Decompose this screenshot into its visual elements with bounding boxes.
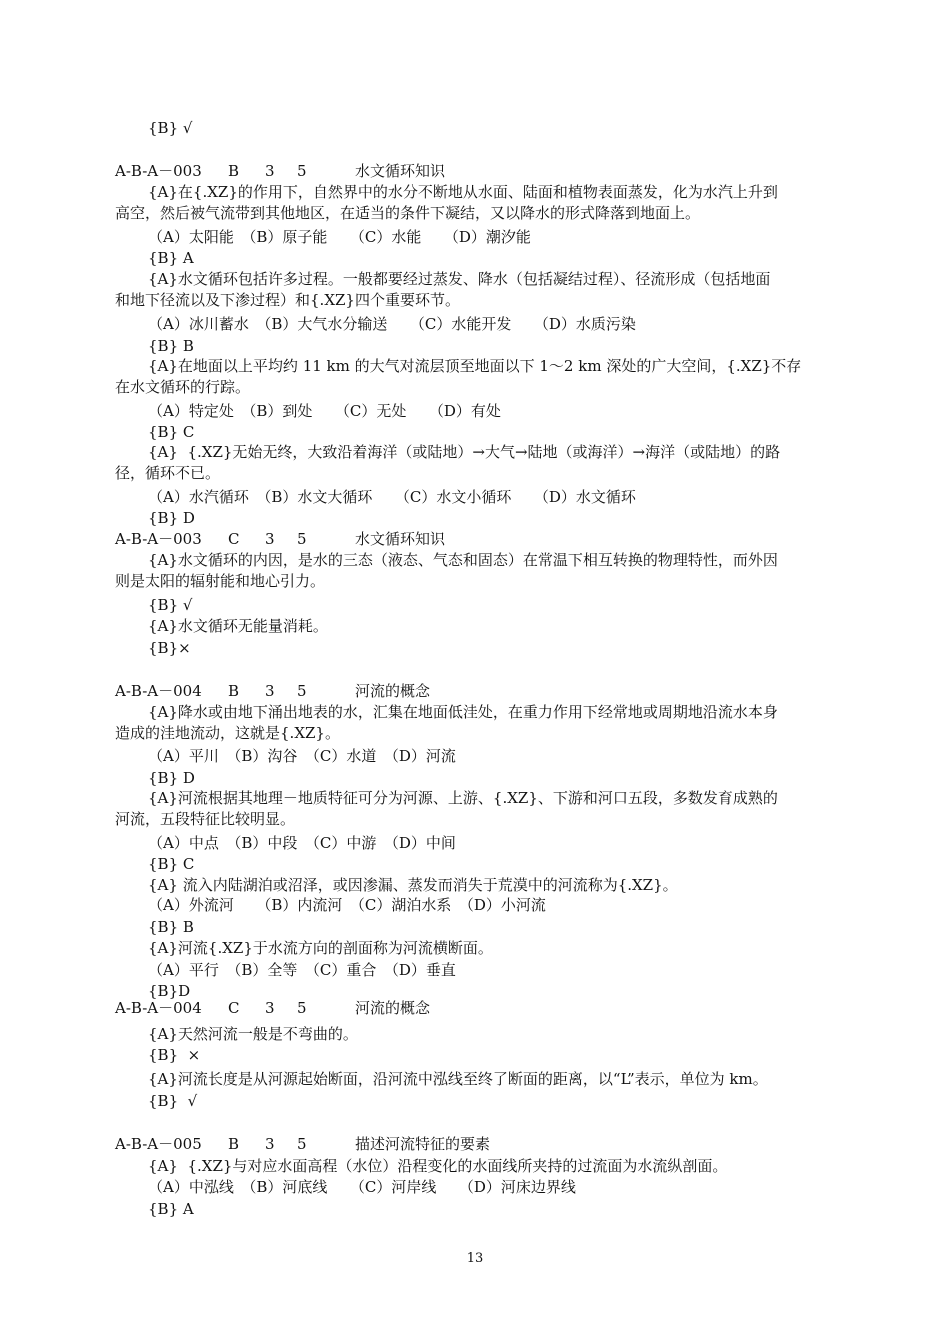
difficulty-level: B — [228, 1135, 240, 1153]
text-line: {B} × — [148, 1046, 201, 1064]
text-line: {A}在{.XZ}的作用下，自然界中的水分不断地从水面、陆面和植物表面蒸发，化为水汽上升到 — [148, 183, 778, 201]
page-number: 13 — [466, 1251, 484, 1266]
section-code: A-B-A－003 — [115, 162, 202, 180]
text-line: {B}× — [148, 639, 191, 657]
text-line: {A}河流{.XZ}于水流方向的剖面称为河流横断面。 — [148, 939, 493, 957]
text-line-continuation: 和地下径流以及下渗过程）和{.XZ}四个重要环节。 — [115, 291, 460, 309]
text-line: {A} 流入内陆湖泊或沼泽，或因渗漏、蒸发而消失于荒漠中的河流称为{.XZ}。 — [148, 876, 678, 894]
time-value: 5 — [297, 682, 307, 700]
section-topic: 河流的概念 — [355, 682, 431, 700]
question-section-header — [115, 681, 430, 701]
difficulty-level: C — [228, 999, 240, 1017]
time-value: 5 — [297, 162, 307, 180]
text-line-continuation: 高空，然后被气流带到其他地区，在适当的条件下凝结，又以降水的形式降落到地面上。 — [115, 204, 701, 222]
text-line: {A}河流长度是从河源起始断面，沿河流中泓线至终了断面的距离，以“L”表示，单位为 km。 — [148, 1070, 768, 1088]
text-line: （A）太阳能 （B）原子能 （C）水能 （D）潮汐能 — [148, 228, 531, 246]
time-value: 5 — [297, 999, 307, 1017]
text-line: {B} D — [148, 769, 195, 787]
text-line-continuation: 在水文循环的行踪。 — [115, 378, 251, 396]
text-line: （A）特定处 （B）到处 （C）无处 （D）有处 — [148, 402, 501, 420]
text-line: {B} B — [148, 337, 194, 355]
score-value: 3 — [265, 162, 275, 180]
section-topic: 水文循环知识 — [355, 162, 446, 180]
text-line: {A} {.XZ}与对应水面高程（水位）沿程变化的水面线所夹持的过流面为水流纵剖面。 — [148, 1157, 728, 1175]
text-line: {A}河流根据其地理－地质特征可分为河源、上游、{.XZ}、下游和河口五段，多数发育成熟的 — [148, 789, 778, 807]
text-line-continuation: 河流，五段特征比较明显。 — [115, 810, 296, 828]
text-line: {A}水文循环无能量消耗。 — [148, 617, 328, 635]
score-value: 3 — [265, 682, 275, 700]
text-line: {B} C — [148, 855, 195, 873]
text-line: （A）中点 （B）中段 （C）中游 （D）中间 — [148, 834, 456, 852]
question-section-header — [115, 529, 445, 549]
section-topic: 描述河流特征的要素 — [355, 1135, 491, 1153]
section-topic: 河流的概念 — [355, 999, 431, 1017]
text-line: {B} A — [148, 1200, 194, 1218]
text-line: {B} √ — [148, 1092, 198, 1110]
text-line: {B} A — [148, 249, 194, 267]
text-line: {B} D — [148, 509, 195, 527]
text-line: {A}天然河流一般是不弯曲的。 — [148, 1025, 358, 1043]
text-line: （A）冰川蓄水 （B）大气水分输送 （C）水能开发 （D）水质污染 — [148, 315, 636, 333]
difficulty-level: B — [228, 682, 240, 700]
text-line: {A}降水或由地下涌出地表的水，汇集在地面低洼处，在重力作用下经常地或周期地沿流水本身 — [148, 703, 778, 721]
section-code: A-B-A－004 — [115, 999, 202, 1017]
text-line: （A）水汽循环 （B）水文大循环 （C）水文小循环 （D）水文循环 — [148, 488, 636, 506]
text-line: {A} {.XZ}无始无终，大致沿着海洋（或陆地）→大气→陆地（或海洋）→海洋（或陆地）的路 — [148, 443, 781, 461]
text-line: （A）平行 （B）全等 （C）重合 （D）垂直 — [148, 961, 456, 979]
text-line: {B} B — [148, 918, 194, 936]
section-code: A-B-A－003 — [115, 530, 202, 548]
text-line: （A）平川 （B）沟谷 （C）水道 （D）河流 — [148, 747, 456, 765]
question-section-header — [115, 161, 445, 181]
section-code: A-B-A－005 — [115, 1135, 202, 1153]
score-value: 3 — [265, 999, 275, 1017]
text-line: {B} √ — [148, 119, 193, 137]
text-line: {B} √ — [148, 596, 193, 614]
text-line: {A}在地面以上平均约 11 km 的大气对流层顶至地面以下 1～2 km 深处的广大空间，{.XZ}不存 — [148, 357, 802, 375]
difficulty-level: B — [228, 162, 240, 180]
score-value: 3 — [265, 1135, 275, 1153]
text-line: {A}水文循环的内因，是水的三态（液态、气态和固态）在常温下相互转换的物理特性，而外因 — [148, 551, 778, 569]
text-line: （A）外流河 （B）内流河 （C）湖泊水系 （D）小河流 — [148, 896, 546, 914]
text-line-continuation: 径，循环不已。 — [115, 464, 221, 482]
difficulty-level: C — [228, 530, 240, 548]
score-value: 3 — [265, 530, 275, 548]
text-line: （A）中泓线 （B）河底线 （C）河岸线 （D）河床边界线 — [148, 1178, 576, 1196]
question-section-header — [115, 1134, 490, 1154]
time-value: 5 — [297, 530, 307, 548]
section-topic: 水文循环知识 — [355, 530, 446, 548]
text-line-continuation: 造成的洼地流动，这就是{.XZ}。 — [115, 724, 340, 742]
text-line-continuation: 则是太阳的辐射能和地心引力。 — [115, 572, 326, 590]
section-code: A-B-A－004 — [115, 682, 202, 700]
time-value: 5 — [297, 1135, 307, 1153]
question-section-header — [115, 998, 430, 1018]
text-line: {B}D — [148, 982, 191, 1000]
text-line: {B} C — [148, 423, 195, 441]
text-line: {A}水文循环包括许多过程。一般都要经过蒸发、降水（包括凝结过程）、径流形成（包括地面 — [148, 270, 771, 288]
